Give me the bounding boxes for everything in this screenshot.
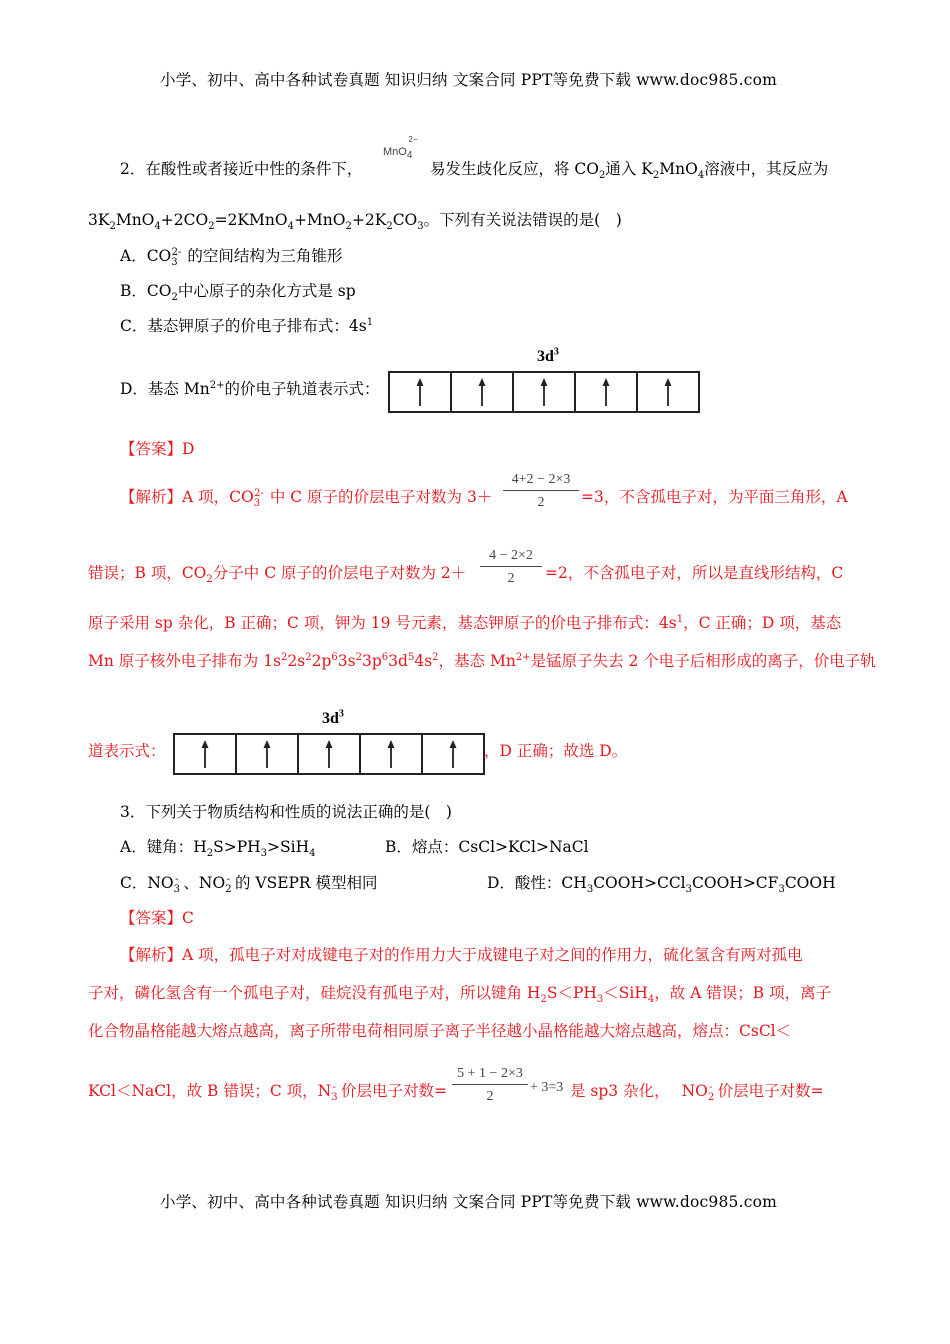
q3-option-c: C．$NO_3^-$ 、$NO_2^-$ 的 VSEPR 模型相同: [120, 873, 378, 896]
fraction-1: 4+2 − 2×3 2: [503, 472, 579, 511]
q3-option-b: B．熔点：CsCl>KCl>NaCl: [385, 838, 589, 856]
up-arrow-icon: [477, 377, 487, 407]
orbital-box: [390, 373, 452, 411]
q2-option-d: D．基态 $Mn^{2+}$的价电子轨道表示式：: [120, 379, 380, 398]
q2-analysis-line-5: 道表示式：: [88, 742, 166, 760]
q2-answer: 【答案】D: [120, 440, 195, 458]
page-header: 小学、初中、高中各种试卷真题 知识归纳 文案合同 PPT等免费下载 www.doc985.com: [160, 71, 778, 89]
q3-option-a: A．键角：$H_2S>PH_3>SiH_4$: [120, 838, 316, 860]
up-arrow-icon: [262, 739, 272, 769]
orbital-label-analysis: $3d^3$: [322, 708, 344, 727]
orbital-box: [175, 735, 237, 773]
q3-answer: 【答案】C: [120, 909, 194, 927]
q2-analysis-line-2c: =2，不含孤电子对，所以是直线形结构，C: [545, 564, 844, 582]
up-arrow-icon: [539, 377, 549, 407]
q3-stem: 3．下列关于物质结构和性质的说法正确的是( ): [120, 803, 452, 821]
up-arrow-icon: [200, 739, 210, 769]
q3-analysis-line-2: 子对，磷化氢含有一个孤电子对，硅烷没有孤电子对，所以键角 $H_2S<PH_3<SiH_4$，故 A 错误；B 项，离子: [88, 984, 832, 1006]
up-arrow-icon: [448, 739, 458, 769]
up-arrow-icon: [415, 377, 425, 407]
orbital-box: [576, 373, 638, 411]
q3-analysis-line-4: KCl＜NaCl，故 B 错误；C 项，$N_3^-$ 价层电子对数=: [88, 1081, 447, 1104]
fraction-3: 5 + 1 − 2×3 2: [452, 1066, 528, 1105]
q3-analysis-line-3: 化合物晶格能越大熔点越高，离子所带电荷相同原子离子半径越小晶格能越大熔点越高，熔点：CsCl＜: [88, 1022, 792, 1040]
q2-stem-line-1: [120, 158, 362, 180]
q3-analysis-line-1: 【解析】A 项，孤电子对对成键电子对的作用力大于成键电子对之间的作用力，硫化氢含有两对孤电: [120, 946, 803, 964]
q2-stem-line-1b: 易发生歧化反应，将 $CO_2$通入 $K_2MnO_4$溶液中，其反应为: [430, 160, 829, 182]
q2-analysis-line-1c: =3，不含孤电子对，为平面三角形，A: [581, 488, 848, 506]
q3-option-d: D．酸性：$CH_3COOH>CCl_3COOH>CF_3COOH$: [487, 874, 836, 896]
q2-analysis-line-4: Mn 原子核外电子排布为 $1s^22s^22p^63s^23p^63d^54s^2$，基态 $Mn^{2+}$是锰原子失去 2 个电子后相形成的离子，价电子轨: [88, 651, 876, 670]
orbital-box: [423, 735, 483, 773]
up-arrow-icon: [386, 739, 396, 769]
up-arrow-icon: [324, 739, 334, 769]
orbital-diagram-option-d: [388, 371, 700, 413]
orbital-box: [237, 735, 299, 773]
permanganate-ion-formula: MnO$_4^{2-}$: [383, 135, 418, 162]
up-arrow-icon: [601, 377, 611, 407]
fraction-2: 4 − 2×2 2: [480, 548, 542, 587]
q2-analysis-line-1: 【解析】A 项，$CO_3^{2-}$ 中 C 原子的价层电子对数为 3＋: [120, 487, 493, 510]
q2-stem-a: 2．在酸性或者接近中性的条件下，: [120, 160, 363, 178]
fraction-3-tail: + 3=3: [530, 1080, 564, 1095]
orbital-box: [452, 373, 514, 411]
q2-analysis-line-2: 错误；B 项，$CO_2$分子中 C 原子的价层电子对数为 2＋: [88, 564, 467, 586]
orbital-label-d: $3d^3$: [537, 346, 559, 365]
up-arrow-icon: [663, 377, 673, 407]
orbital-box: [638, 373, 698, 411]
q3-analysis-line-4c: 是 sp3 杂化， $NO_2^-$ 价层电子对数=: [570, 1081, 824, 1104]
q2-analysis-line-3: 原子采用 sp 杂化，B 正确；C 项，钾为 19 号元素，基态钾原子的价电子排布式：$4s^1$，C 正确；D 项，基态: [88, 613, 842, 632]
q2-equation: $3K_2MnO_4+2CO_2=2KMnO_4+MnO_2+2K_2CO_3$。下列有关说法错误的是( ): [88, 211, 622, 233]
q2-option-a: A．$CO_3^{2-}$ 的空间结构为三角锥形: [120, 246, 343, 269]
page-footer: 小学、初中、高中各种试卷真题 知识归纳 文案合同 PPT等免费下载 www.doc985.com: [160, 1193, 778, 1211]
q2-analysis-line-5b: ，D 正确；故选 D。: [484, 742, 628, 760]
orbital-diagram-analysis: [173, 733, 485, 775]
orbital-box: [299, 735, 361, 773]
q2-option-c: C．基态钾原子的价电子排布式：$4s^1$: [120, 316, 374, 335]
orbital-box: [514, 373, 576, 411]
q2-option-b: B．$CO_2$中心原子的杂化方式是 sp: [120, 282, 356, 304]
orbital-box: [361, 735, 423, 773]
